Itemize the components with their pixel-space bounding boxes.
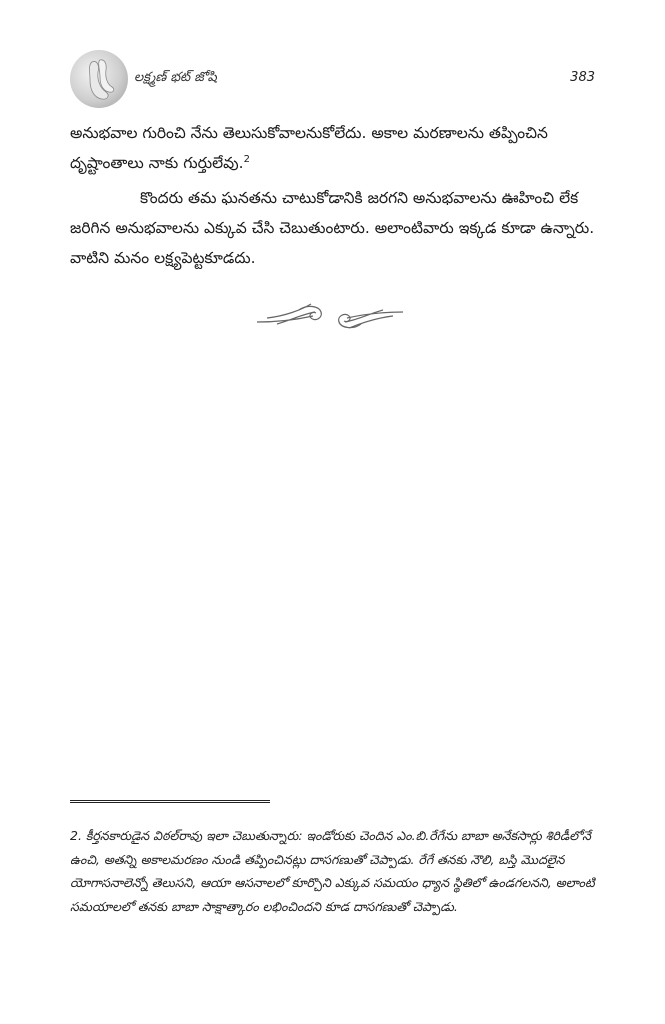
footnote: 2. కీర్తనకారుడైన విఠల్‌రావు ఇలా చెబుతున్నారు: ఇండోరుకు చెందిన ఎం.బి.రేగేను బాబా అనేకసార్లు శిరిడీలోనే ఉంచి, అతన్ని అకాలమరణం నుండి తప్పించినట్లు దాసగణుతో చెప్పాడు. రేగే తనకు నౌలి, బస్తి మొదలైన యోగాసనాలెన్నో తెలుసని, ఆయా ఆసనాలలో కూర్చొని ఎక్కువ సమయం ధ్యాన స్థితిలో ఉండగలనని, అలాంటి సమయాలలో తనకు బాబా సాక్షాత్కారం లభించిందని కూడ దాసగణుతో చెప్పాడు. — [70, 828, 595, 914]
page-number: 383 — [570, 70, 595, 85]
page-header — [70, 40, 595, 110]
paragraph-1: అనుభవాల గురించి నేను తెలుసుకోవాలనుకోలేదు. అకాల మరణాలను తప్పించిన దృష్టాంతాలు నాకు గుర్తులేవు.$^2$ — [70, 124, 548, 172]
footnote-separator — [70, 800, 270, 803]
ornament-divider-icon — [255, 298, 405, 334]
footnote-reference: 2 — [243, 153, 250, 165]
paragraph-2: కొందరు తమ ఘనతను చాటుకోడానికి జరగని అనుభవాలను ఊహించి లేక జరిగిన అనుభవాలను ఎక్కువ చేసి చెబుతుంటారు. అలాంటివారు ఇక్కడ కూడా ఉన్నారు. వాటిని మనం లక్ష్యపెట్టకూడదు. — [70, 189, 595, 267]
body-text — [70, 118, 595, 273]
feet-emblem-icon — [70, 50, 128, 108]
running-title: లక్ష్మణ్ భట్ జోషి — [134, 70, 217, 85]
